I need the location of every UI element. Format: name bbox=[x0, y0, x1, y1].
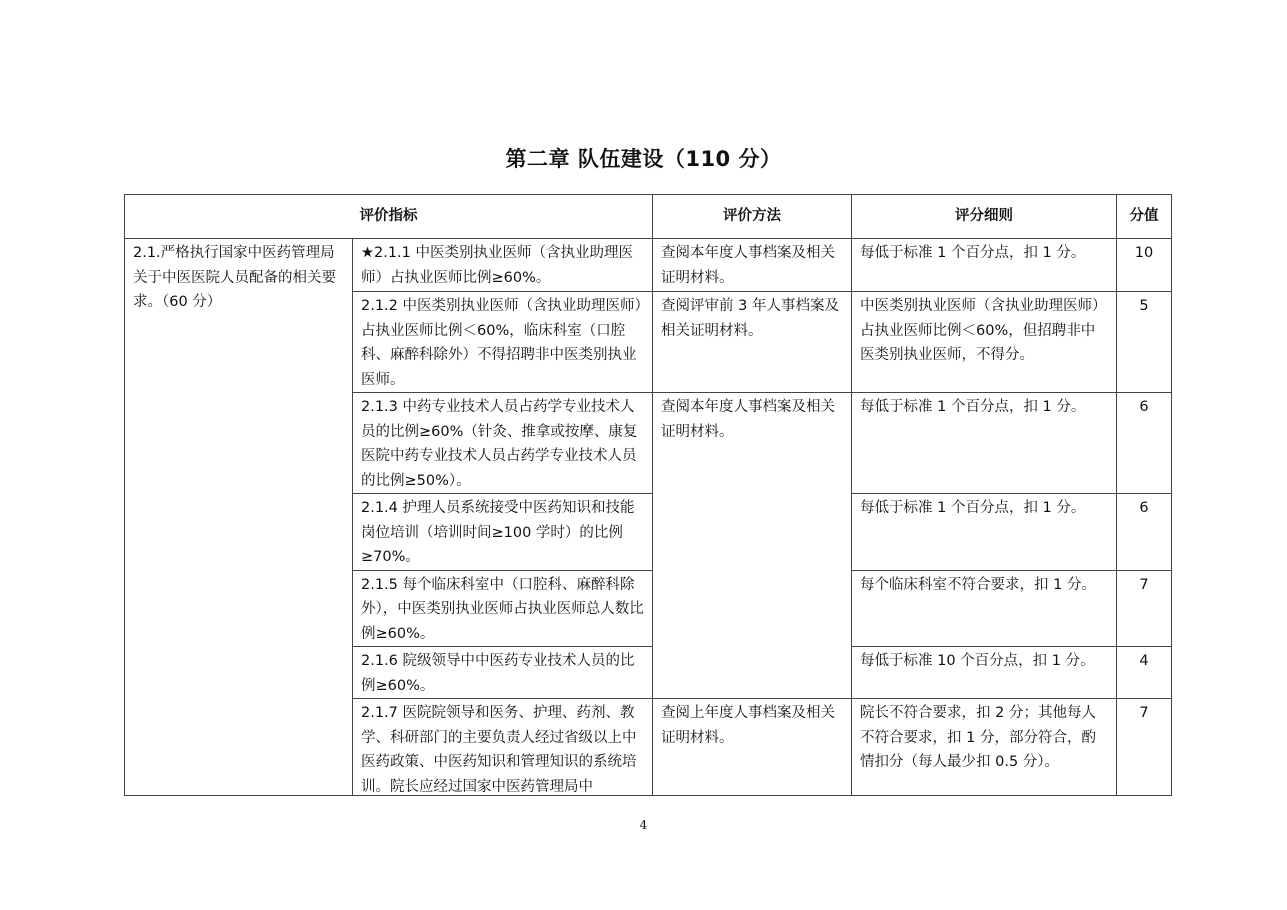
item-cell: 2.1.4 护理人员系统接受中医药知识和技能岗位培训（培训时间≥100 学时）的比例≥70%。 bbox=[353, 494, 653, 571]
table-row bbox=[125, 239, 1172, 292]
item-cell bbox=[353, 699, 653, 796]
item-cell: 2.1.6 院级领导中中医药专业技术人员的比例≥60%。 bbox=[353, 647, 653, 699]
method-cell: 查阅评审前 3 年人事档案及相关证明材料。 bbox=[653, 292, 852, 393]
item-cell: ★2.1.1 中医类别执业医师（含执业助理医师）占执业医师比例≥60%。 bbox=[353, 239, 653, 292]
header-method: 评价方法 bbox=[653, 195, 852, 239]
header-details: 评分细则 bbox=[852, 195, 1117, 239]
item-cell: 2.1.2 中医类别执业医师（含执业助理医师）占执业医师比例＜60%，临床科室（口腔科、麻醉科除外）不得招聘非中医类别执业医师。 bbox=[353, 292, 653, 393]
item-text: 2.1.7 医院院领导和医务、护理、药剂、教学、科研部门的主要负责人经过省级以上中医药政策、中医药知识和管理知识的系统培训。院长应经过国家中医药管理局中 bbox=[361, 705, 637, 795]
header-score: 分值 bbox=[1117, 195, 1172, 239]
method-cell: 查阅本年度人事档案及相关证明材料。 bbox=[653, 239, 852, 292]
score-cell: 6 bbox=[1117, 494, 1172, 571]
score-cell: 7 bbox=[1117, 570, 1172, 647]
header-indicator: 评价指标 bbox=[125, 195, 653, 239]
table-header-row bbox=[125, 195, 1172, 239]
method-cell: 查阅本年度人事档案及相关证明材料。 bbox=[653, 393, 852, 699]
details-cell: 中医类别执业医师（含执业助理医师）占执业医师比例＜60%，但招聘非中医类别执业医师，不得分。 bbox=[852, 292, 1117, 393]
method-cell: 查阅上年度人事档案及相关证明材料。 bbox=[653, 699, 852, 796]
details-cell: 每低于标准 10 个百分点，扣 1 分。 bbox=[852, 647, 1117, 699]
details-cell: 每低于标准 1 个百分点，扣 1 分。 bbox=[852, 494, 1117, 571]
score-cell: 5 bbox=[1117, 292, 1172, 393]
details-cell: 每低于标准 1 个百分点，扣 1 分。 bbox=[852, 393, 1117, 494]
category-cell: 2.1.严格执行国家中医药管理局关于中医医院人员配备的相关要求。（60 分） bbox=[125, 239, 353, 796]
item-cell: 2.1.3 中药专业技术人员占药学专业技术人员的比例≥60%（针灸、推拿或按摩、康复医院中药专业技术人员占药学专业技术人员的比例≥50%）。 bbox=[353, 393, 653, 494]
score-cell: 7 bbox=[1117, 699, 1172, 796]
evaluation-table bbox=[124, 194, 1172, 796]
page-title: 第二章 队伍建设（110 分） bbox=[505, 147, 782, 171]
item-cell: 2.1.5 每个临床科室中（口腔科、麻醉科除外），中医类别执业医师占执业医师总人数比例≥60%。 bbox=[353, 570, 653, 647]
details-cell: 每低于标准 1 个百分点，扣 1 分。 bbox=[852, 239, 1117, 292]
page-number: 4 bbox=[639, 818, 648, 832]
score-cell: 4 bbox=[1117, 647, 1172, 699]
details-cell: 每个临床科室不符合要求，扣 1 分。 bbox=[852, 570, 1117, 647]
score-cell: 6 bbox=[1117, 393, 1172, 494]
details-cell: 院长不符合要求，扣 2 分；其他每人不符合要求，扣 1 分，部分符合，酌情扣分（每人最少扣 0.5 分）。 bbox=[852, 699, 1117, 796]
score-cell: 10 bbox=[1117, 239, 1172, 292]
